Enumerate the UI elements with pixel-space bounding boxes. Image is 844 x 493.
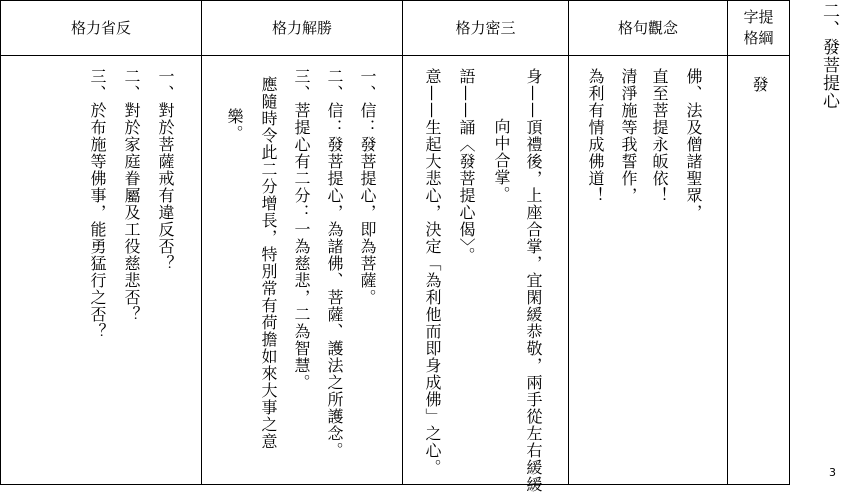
verse-line: 為利有情成佛道！ bbox=[586, 68, 605, 204]
page-number: 3 bbox=[829, 466, 836, 479]
body-mystery-continuation: 向中合掌。 bbox=[492, 118, 511, 203]
understanding-line: 應隨時令此二分增長，特別常有荷擔如來大事之意 bbox=[259, 76, 278, 450]
table-right-rule bbox=[789, 0, 790, 485]
header-keyword-line2: 格綱 bbox=[743, 28, 774, 47]
verse-line: 佛、法及僧諸聖眾， bbox=[684, 68, 703, 221]
header-keyword bbox=[728, 0, 789, 55]
verse-column bbox=[569, 68, 727, 481]
reflection-line: 二、對於家庭眷屬及工役慈悲否？ bbox=[122, 68, 141, 323]
understanding-column bbox=[202, 68, 402, 481]
header-verse-contemplation: 格句觀念 bbox=[617, 19, 678, 37]
understanding-line: 一、信：發菩提心，即為菩薩。 bbox=[358, 68, 377, 306]
header-keyword-line1: 字提 bbox=[743, 7, 774, 26]
mind-mystery-line: 意——生起大悲心，決定「為利他而即身成佛」之心。 bbox=[423, 68, 442, 476]
three-mysteries-column bbox=[403, 68, 568, 493]
chapter-title: 二、發菩提心 bbox=[819, 2, 839, 110]
verse-line: 清淨施等我誓作， bbox=[619, 68, 638, 204]
header-reflection: 格力省反 bbox=[70, 19, 131, 37]
keyword-column bbox=[728, 68, 789, 481]
header-divider bbox=[0, 55, 790, 56]
reflection-line: 一、對於菩薩戒有違反否？ bbox=[156, 68, 175, 272]
chapter-title-block bbox=[815, 0, 844, 120]
reflection-column bbox=[1, 68, 201, 481]
keyword-text: 發 bbox=[750, 76, 769, 93]
header-three-mysteries: 格力密三 bbox=[455, 19, 516, 37]
understanding-line: 樂。 bbox=[225, 108, 244, 142]
header-understanding: 格力解勝 bbox=[271, 19, 332, 37]
understanding-line: 二、信：發菩提心，為諸佛、菩薩、護法之所護念。 bbox=[325, 68, 344, 459]
reflection-line: 三、於布施等佛事，能勇猛行之否？ bbox=[88, 68, 107, 340]
verse-line: 直至菩提永皈依！ bbox=[650, 68, 669, 204]
speech-mystery-line: 語——誦〈發菩提心偈〉。 bbox=[457, 68, 476, 264]
body-mystery-line: 身——頂禮後，上座合掌，宜閑緩恭敬，兩手從左右緩緩 bbox=[524, 68, 543, 493]
understanding-line: 三、菩提心有二分：一為慈悲，二為智慧。 bbox=[292, 68, 311, 391]
